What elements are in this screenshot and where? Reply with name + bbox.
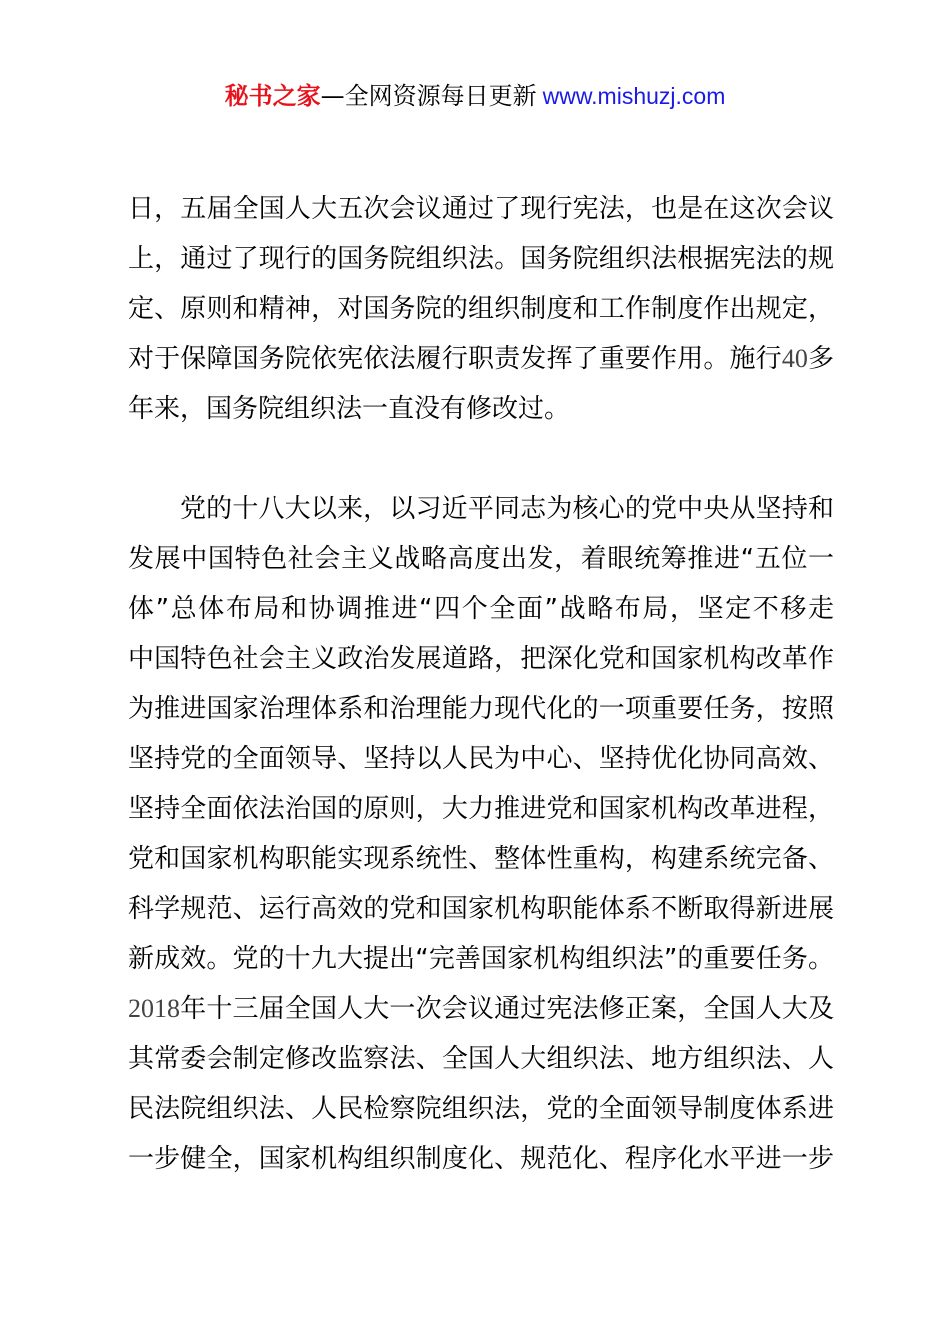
text-segment: 多 [807,344,834,374]
text-line: 新成效。党的十九大提出“完善国家机构组织法”的重要任务。 [128,944,834,974]
header-tagline: —全网资源每日更新 [320,82,537,110]
text-line: 坚持全面依法治国的原则，大力推进党和国家机构改革进程， [128,794,834,824]
text-segment: 对于保障国务院依宪依法履行职责发挥了重要作用。施行 [128,344,782,374]
text-segment: 年十三届全国人大一次会议通过宪法修正案，全国人大及 [180,994,834,1024]
text-line: 日，五届全国人大五次会议通过了现行宪法，也是在这次会议 [128,194,834,224]
document-body [128,184,834,1184]
text-line: 中国特色社会主义政治发展道路，把深化党和国家机构改革作 [128,644,834,674]
text-line: 其常委会制定修改监察法、全国人大组织法、地方组织法、人 [128,1044,834,1074]
text-line: 一步健全，国家机构组织制度化、规范化、程序化水平进一步 [128,1144,834,1174]
number-40: 40 [781,344,808,373]
text-line: 为推进国家治理体系和治理能力现代化的一项重要任务，按照 [128,694,834,724]
text-line: 定、原则和精神，对国务院的组织制度和工作制度作出规定， [128,294,834,324]
paragraph-gap [128,434,834,484]
text-line: 年来，国务院组织法一直没有修改过。 [128,394,571,424]
text-line [128,984,834,1034]
text-line: 科学规范、运行高效的党和国家机构职能体系不断取得新进展 [128,894,834,924]
text-line: 上，通过了现行的国务院组织法。国务院组织法根据宪法的规 [128,244,834,274]
text-line: 坚持党的全面领导、坚持以人民为中心、坚持优化协同高效、 [128,744,834,774]
page-header [0,78,950,114]
text-line: 党的十八大以来，以习近平同志为核心的党中央从坚持和 [180,494,834,524]
text-line: 发展中国特色社会主义战略高度出发，着眼统筹推进“五位一 [128,544,834,574]
text-line: 党和国家机构职能实现系统性、整体性重构，构建系统完备、 [128,844,834,874]
site-url-link[interactable]: www.mishuzj.com [542,83,726,109]
number-2018: 2018 [128,994,180,1023]
text-line: 体”总体布局和协调推进“四个全面”战略布局，坚定不移走 [128,594,834,624]
paragraph-2 [128,484,834,1184]
text-line [128,334,834,384]
brand-name: 秘书之家 [224,82,321,110]
text-line: 民法院组织法、人民检察院组织法，党的全面领导制度体系进 [128,1094,834,1124]
paragraph-1 [128,184,834,434]
